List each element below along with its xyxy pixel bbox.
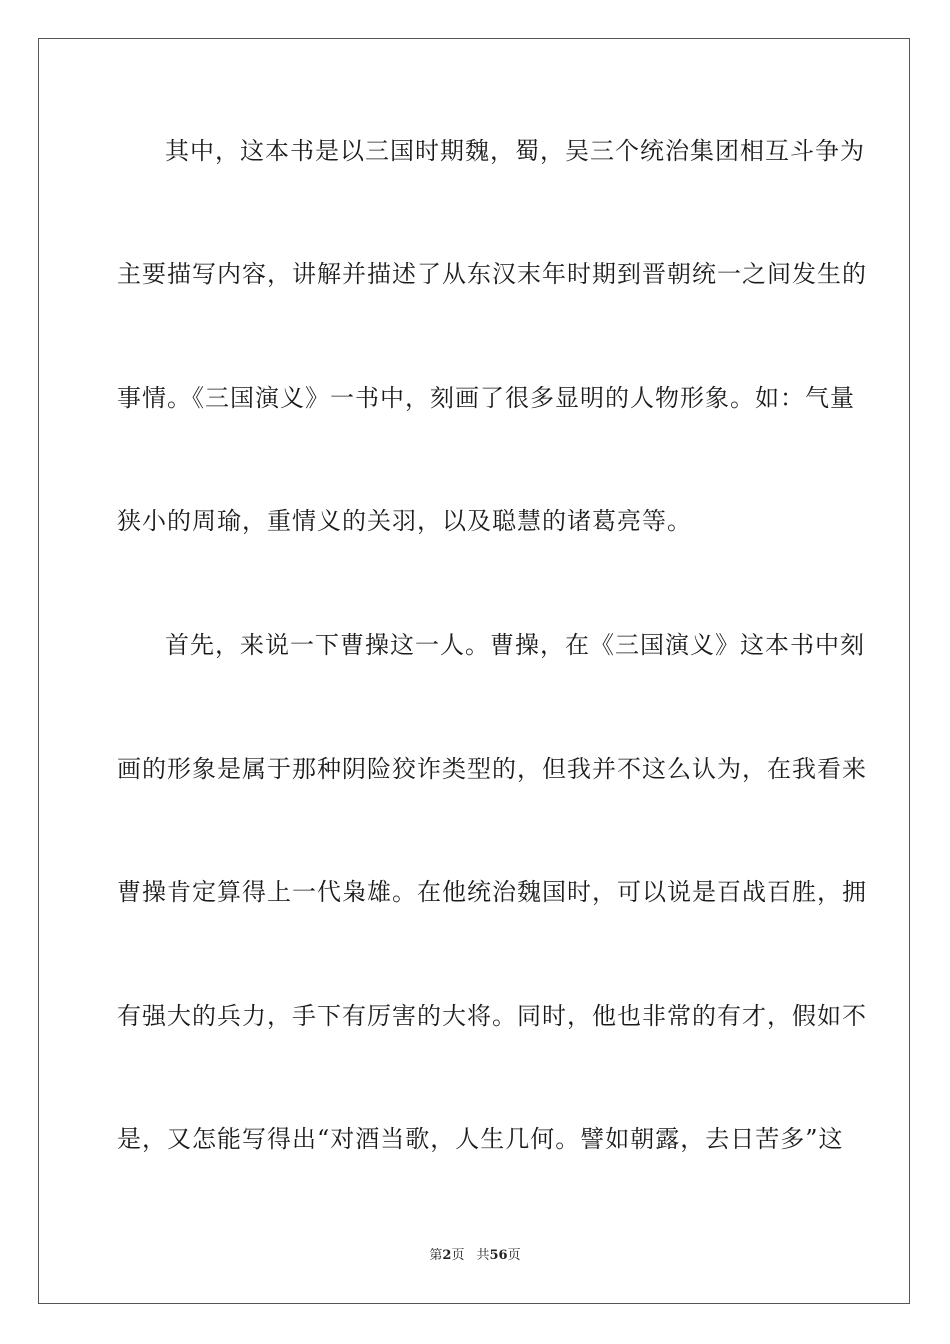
total-suffix: 页 (507, 1248, 521, 1263)
paragraph-2-line-2: 画的形象是属于那种阴险狡诈类型的，但我并不这么认为，在我看来 (117, 755, 867, 783)
paragraph-1-line-2: 主要描写内容，讲解并描述了从东汉末年时期到晋朝统一之间发生的 (117, 260, 867, 288)
paragraph-2-line-3: 曹操肯定算得上一代枭雄。在他统治魏国时，可以说是百战百胜，拥 (117, 878, 867, 906)
paragraph-1-line-4: 狭小的周瑜，重情义的关羽，以及聪慧的诸葛亮等。 (117, 507, 692, 535)
paragraph-2-line-5: 是，又怎能写得出“对酒当歌，人生几何。譬如朝露，去日苦多”这 (117, 1125, 844, 1153)
paragraph-1-line-1: 其中，这本书是以三国时期魏，蜀，吴三个统治集团相互斗争为 (165, 137, 865, 165)
page-prefix: 第 (429, 1248, 443, 1263)
paragraph-1-line-3: 事情。《三国演义》一书中，刻画了很多显明的人物形象。如：气量 (117, 384, 855, 412)
paragraph-2-line-1: 首先，来说一下曹操这一人。曹操，在《三国演义》这本书中刻 (165, 631, 865, 659)
page-footer (0, 1247, 950, 1265)
total-pages: 56 (489, 1248, 508, 1263)
page-suffix: 页 (451, 1248, 465, 1263)
page-border (38, 38, 910, 1304)
paragraph-2-line-4: 有强大的兵力，手下有厉害的大将。同时，他也非常的有才，假如不 (117, 1002, 867, 1030)
total-prefix: 共 (476, 1248, 490, 1263)
page-number: 2 (442, 1248, 452, 1263)
